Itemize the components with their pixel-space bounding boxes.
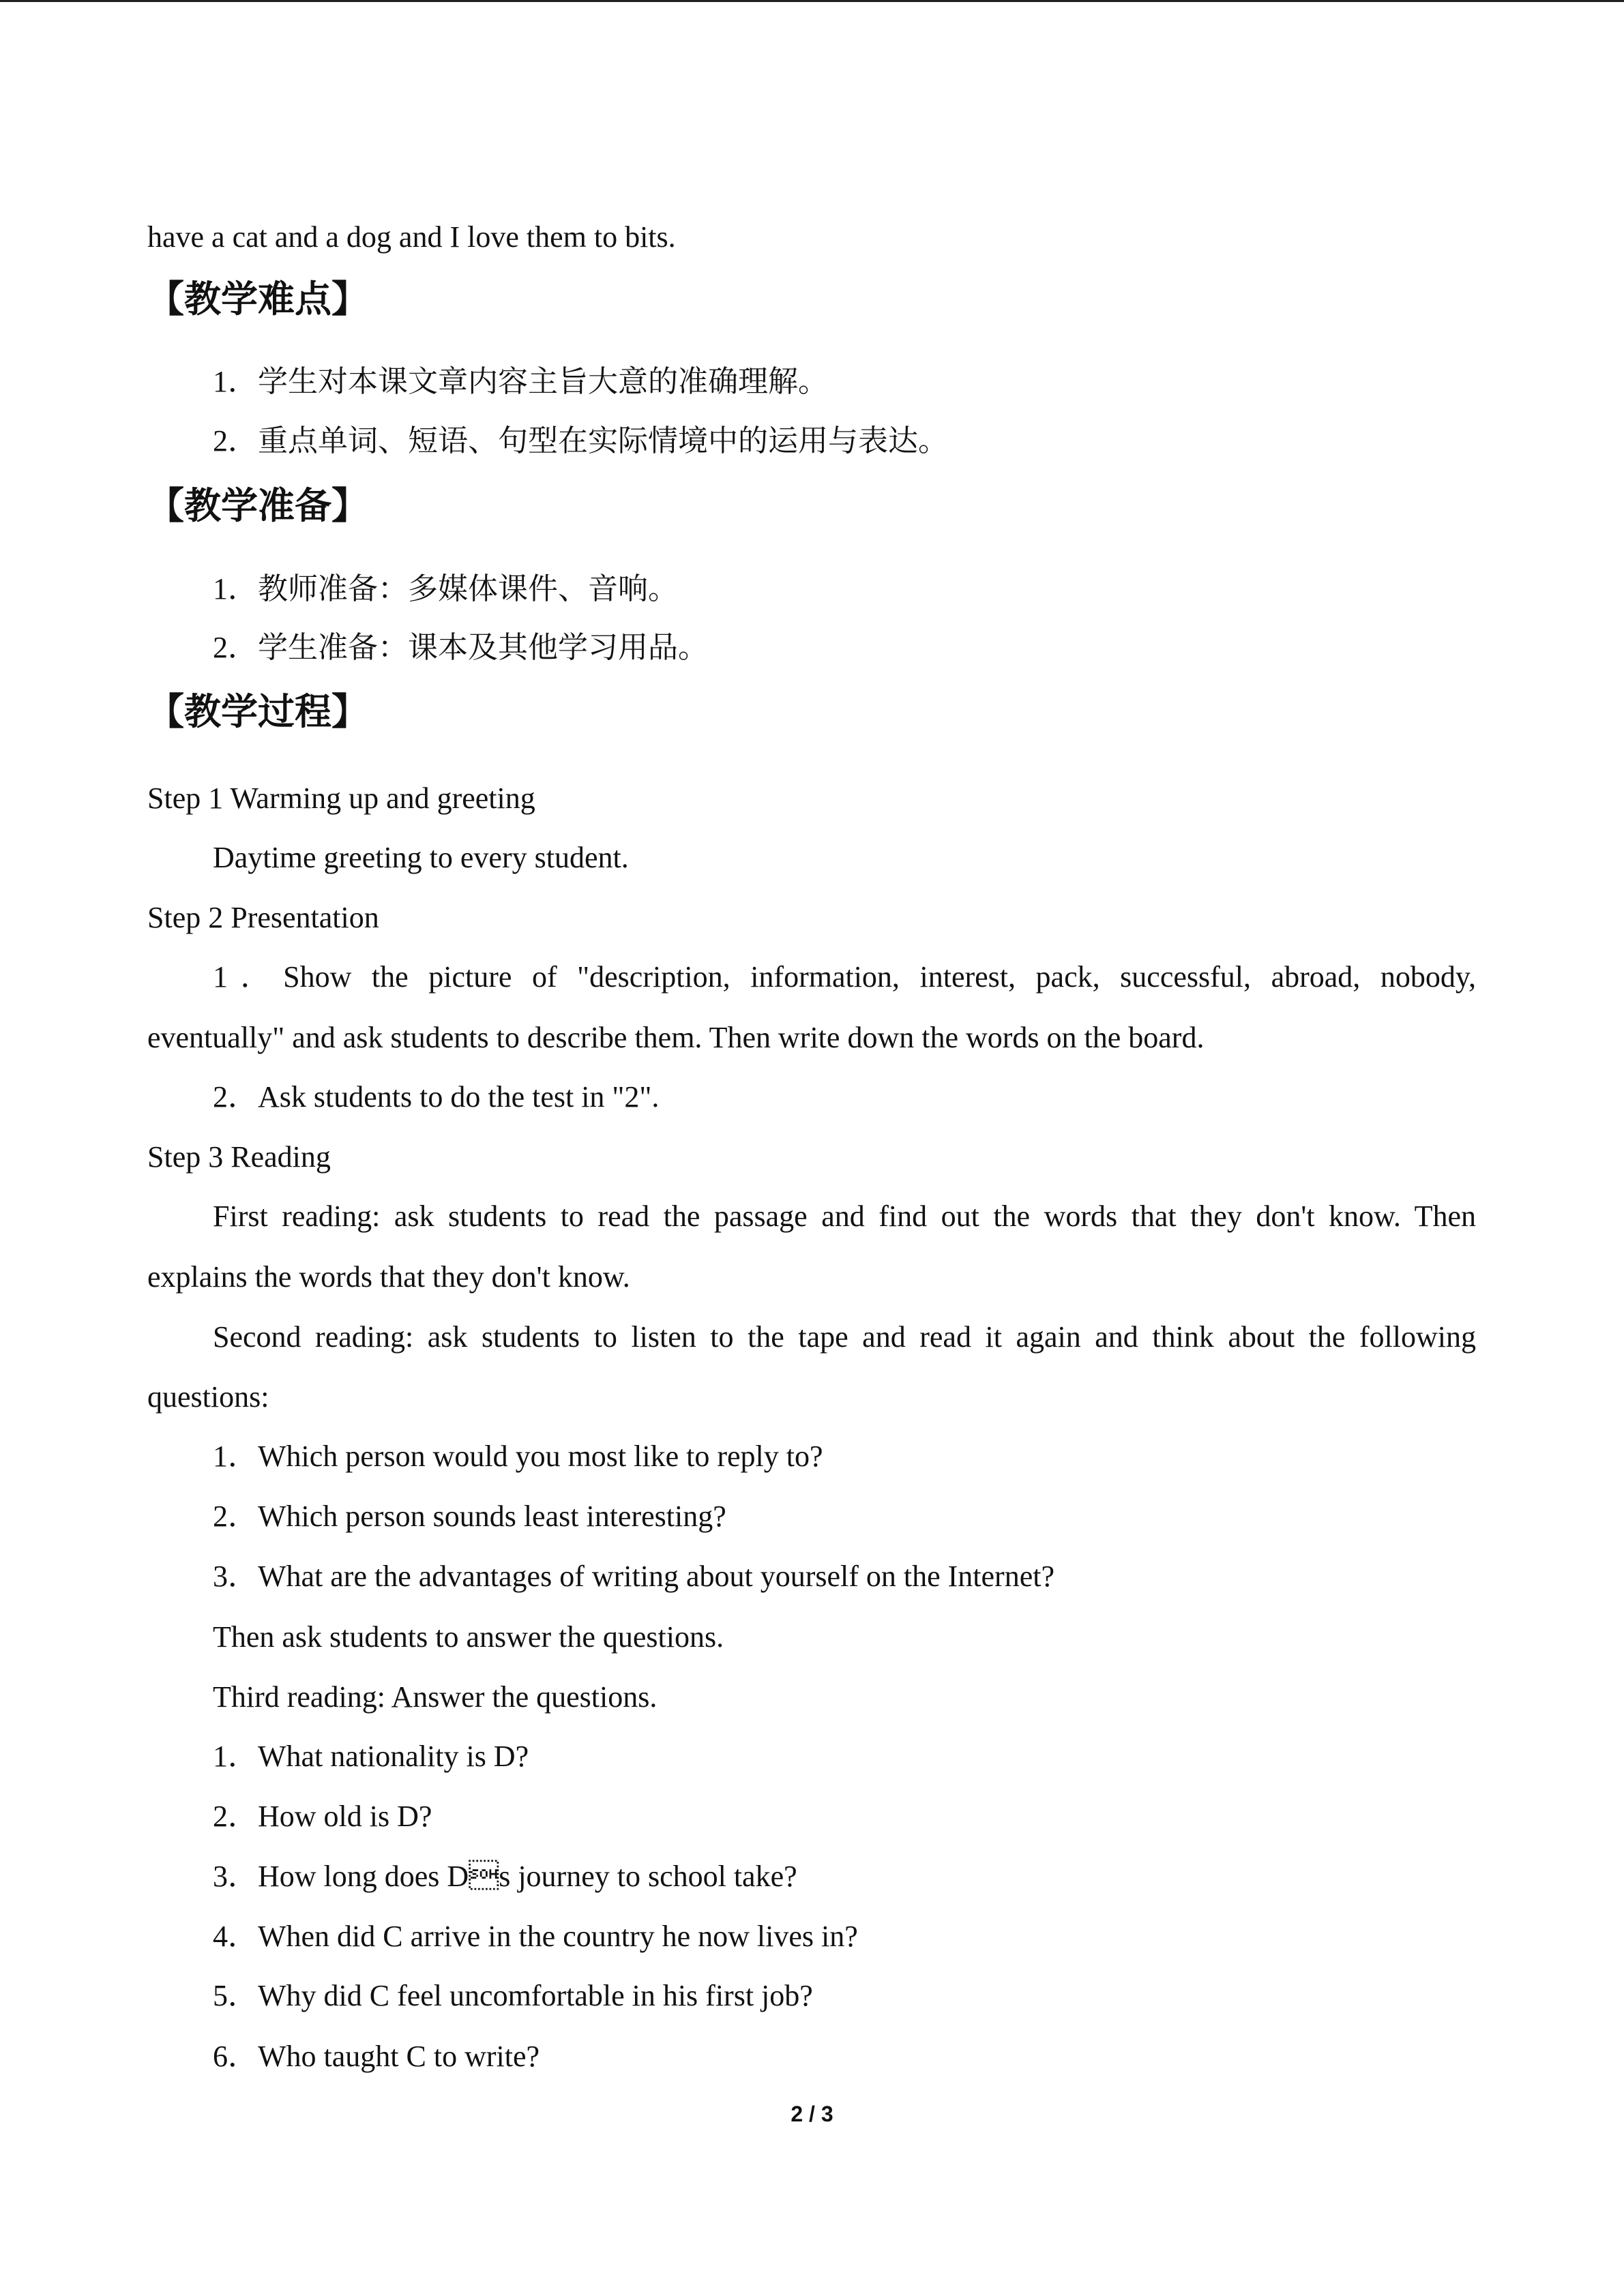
question-item: 6．Who taught C to write? [213, 2040, 540, 2073]
difficulty-item: 2．重点单词、短语、句型在实际情境中的运用与表达。 [213, 424, 948, 458]
step-text: Daytime greeting to every student. [213, 841, 629, 874]
difficulty-item: 1．学生对本课文章内容主旨大意的准确理解。 [213, 365, 828, 398]
page-top-border [0, 0, 1624, 2]
question-item: 4．When did C arrive in the country he now lives in? [213, 1920, 858, 1953]
question-item: 2．How old is D? [213, 1800, 432, 1833]
step-title: Step 3 Reading [147, 1140, 331, 1174]
step-title: Step 1 Warming up and greeting [147, 781, 535, 815]
step-title: Step 2 Presentation [147, 901, 379, 934]
reading-paragraph-line: questions: [147, 1380, 269, 1414]
question-item: 3．How long does Ds journey to school take? [213, 1860, 797, 1893]
reading-paragraph-line: explains the words that they don't know. [147, 1260, 630, 1294]
presentation-item: 2．Ask students to do the test in "2". [213, 1080, 660, 1114]
reading-paragraph-line: Second reading: ask students to listen to the tape and read it again and think about the following [213, 1320, 1476, 1354]
preparation-item: 1．教师准备：多媒体课件、音响。 [213, 572, 678, 606]
heading-teaching-preparation: 【教学准备】 [147, 484, 368, 527]
question-item: 5．Why did C feel uncomfortable in his first job? [213, 1979, 813, 2012]
continuation-text: have a cat and a dog and I love them to bits. [147, 220, 676, 254]
reading-instruction: Third reading: Answer the questions. [213, 1680, 658, 1714]
question-item: 1．Which person would you most like to reply to? [213, 1440, 823, 1473]
question-item: 1．What nationality is D? [213, 1740, 529, 1773]
page-number: 2 / 3 [791, 2102, 833, 2126]
presentation-item-line: eventually" and ask students to describe them. Then write down the words on the board. [147, 1021, 1205, 1054]
question-item: 2．Which person sounds least interesting? [213, 1500, 726, 1533]
presentation-item-line: 1．Show the picture of "description, information, interest, pack, successful, abroad, nobody, [213, 960, 1476, 994]
heading-teaching-difficulties: 【教学难点】 [147, 278, 368, 320]
question-item: 3．What are the advantages of writing about yourself on the Internet? [213, 1560, 1054, 1593]
preparation-item: 2．学生准备：课本及其他学习用品。 [213, 631, 708, 664]
heading-teaching-process: 【教学过程】 [147, 690, 368, 733]
reading-instruction: Then ask students to answer the questions. [213, 1620, 724, 1654]
reading-paragraph-line: First reading: ask students to read the passage and find out the words that they don't know. Then [213, 1199, 1476, 1233]
